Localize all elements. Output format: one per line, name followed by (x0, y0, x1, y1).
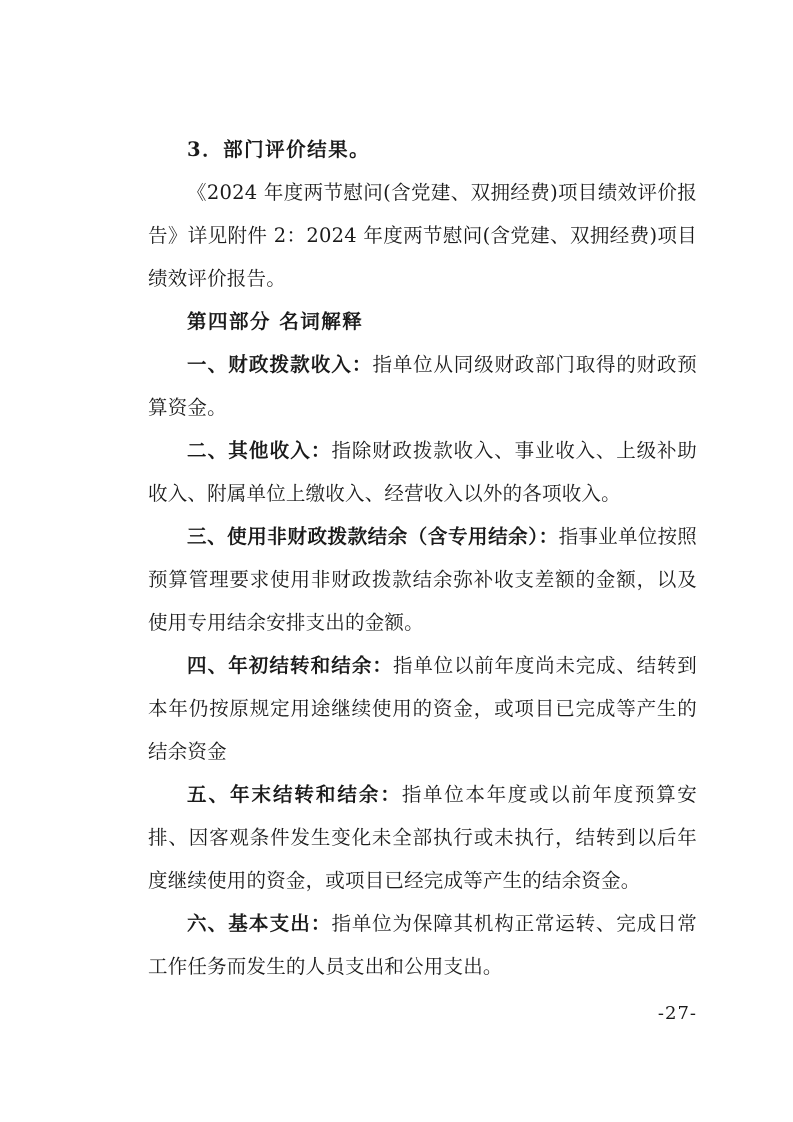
term-title-4: 四、年初结转和结余： (187, 654, 394, 677)
page-number: -27- (657, 1003, 697, 1024)
term-body-2: 指除财政拨款收入、事业收入、上级补助收入、附属单位上缴收入、经营收入以外的各项收入。 (148, 439, 697, 505)
term-paragraph-5 (148, 773, 697, 902)
part-heading: 第四部分 名词解释 (187, 310, 364, 333)
term-title-2: 二、其他收入： (187, 439, 332, 462)
term-paragraph-4 (148, 644, 697, 773)
term-title-5: 五、年末结转和结余： (187, 783, 402, 806)
term-body-1: 指单位从同级财政部门取得的财政预算资金。 (148, 353, 697, 419)
term-title-1: 一、财政拨款收入： (187, 353, 373, 376)
term-body-4: 指单位以前年度尚未完成、结转到本年仍按原规定用途继续使用的资金，或项目已完成等产生的结余资金 (148, 654, 697, 763)
term-paragraph-2 (148, 429, 697, 515)
report-reference-paragraph: 《2024 年度两节慰问(含党建、双拥经费)项目绩效评价报告》详见附件 2：2024 年度两节慰问(含党建、双拥经费)项目绩效评价报告。 (148, 181, 697, 290)
section-heading: 3．部门评价结果。 (187, 138, 371, 161)
document-body (148, 128, 697, 988)
term-paragraph-3 (148, 515, 697, 644)
term-body-6: 指单位为保障其机构正常运转、完成日常工作任务而发生的人员支出和公用支出。 (148, 912, 697, 978)
term-title-6: 六、基本支出： (187, 912, 332, 935)
term-body-5: 指单位本年度或以前年度预算安排、因客观条件发生变化未全部执行或未执行，结转到以后年度继续使用的资金，或项目已经完成等产生的结余资金。 (148, 783, 697, 892)
term-paragraph-6 (148, 902, 697, 988)
term-paragraph-1 (148, 343, 697, 429)
term-title-3: 三、使用非财政拨款结余（含专用结余）： (187, 525, 559, 548)
term-body-3: 指事业单位按照预算管理要求使用非财政拨款结余弥补收支差额的金额，以及使用专用结余安排支出的金额。 (148, 525, 697, 634)
